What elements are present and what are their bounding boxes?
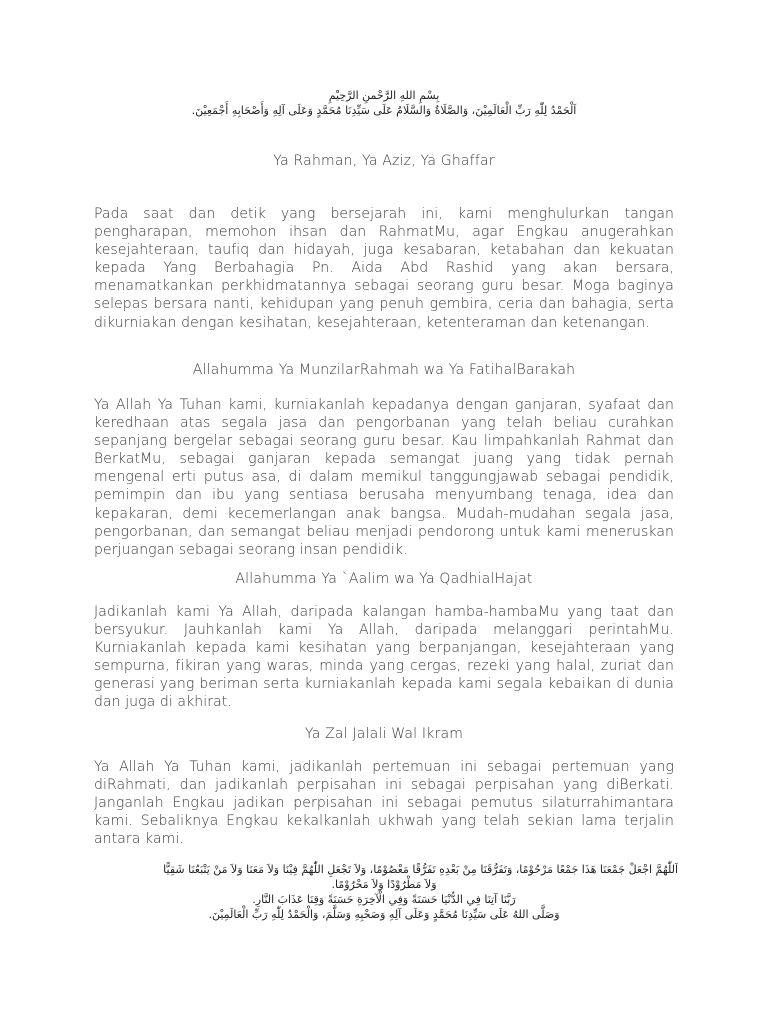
closing-doa-line: اَللّٰهُمَّ اجْعَلْ جَمْعَنَا هَذَا جَمْعًا مَرْحُوْمًا، وَتَفَرُّقَنَا مِنْ بَعْدِهِ تَفَرُّقًا مَعْصُوْمًا، وَلاَ تَجْعَلِ اللّٰهُمَّ فِيْنَا وَلاَ مَعَنَا وَلاَ مَنْ يَتْبَعُنَا شَقِيًّا — [163, 863, 678, 876]
section-heading: Ya Rahman, Ya Aziz, Ya Ghaffar — [273, 153, 495, 169]
section-heading: Ya Zal Jalali Wal Ikram — [304, 726, 464, 742]
section-body: Ya Allah Ya Tuhan kami, kurniakanlah kepadanya dengan ganjaran, syafaat dan keredhaan atas segala jasa dan pengorbanan yang telah beliau curahkan sepanjang bergelar sebagai seorang guru besar. Kau limpahkanlah Rahmat dan BerkatMu, sebagai ganjaran kepada semangat juang yang tidak pernah mengenal erti putus asa, di dalam memikul tanggungjawab sebagai pendidik, pemimpin dan ibu yang sentiasa berusaha menyumbang tenaga, idea dan kepakaran, demi kecemerlangan anak bangsa. Mudah-mudahan segala jasa, pengorbanan, dan semangat beliau menjadi pendorong untuk kami meneruskan perjuangan sebagai seorang insan pendidik. — [94, 397, 674, 558]
section-heading: Allahumma Ya MunzilarRahmah wa Ya FatihalBarakah — [192, 362, 576, 378]
closing-salawat: وَصَلَّى اللهُ عَلَى سَيِّدِنَا مُحَمَّدٍ وَعَلَى آلِهِ وَصَحْبِهِ وَسَلَّمَ، وَالْحَمْدُ لِلّٰهِ رَبِّ الْعَالَمِيْنَ. — [208, 908, 560, 921]
basmalah: بِسْمِ اللهِ الرَّحْمنِ الرَّحِيْمِ — [328, 89, 440, 102]
section-body: Ya Allah Ya Tuhan kami, jadikanlah pertemuan ini sebagai pertemuan yang diRahmati, dan jadikanlah perpisahan ini sebagai perpisahan yang diBerkati. Janganlah Engkau jadikan perpisahan ini sebagai pemutus silaturrahimantara kami. Sebaliknya Engkau kekalkanlah ukhwah yang telah sekian lama terjalin antara kami. — [94, 759, 674, 848]
closing-arabic — [90, 862, 678, 922]
section-body: Pada saat dan detik yang bersejarah ini, kami menghulurkan tangan pengharapan, memohon ihsan dan RahmatMu, agar Engkau anugerahkan kesejahteraan, taufiq dan hidayah, juga kesabaran, ketabahan dan kekuatan kepada Yang Berbahagia Pn. Aida Abd Rashid yang akan bersara, menamatkankan perkhidmatannya sebagai seorang guru besar. Moga baginya selepas bersara nanti, kehidupan yang penuh gembira, ceria dan bahagia, serta dikurniakan dengan kesihatan, kesejahteraan, ketenteraman dan ketenangan. — [94, 206, 674, 331]
opening-arabic — [90, 88, 678, 118]
section-body: Jadikanlah kami Ya Allah, daripada kalangan hamba-hambaMu yang taat dan bersyukur. Jauhkanlah kami Ya Allah, daripada melanggari perintahMu. Kurniakanlah kepada kami kesihatan yang berpanjangan, kesejahteraan yang sempurna, fikiran yang waras, minda yang cergas, rezeki yang halal, zuriat dan generasi yang beriman serta kurniakanlah kepada kami segala kebaikan di dunia dan juga di akhirat. — [94, 604, 674, 711]
section-heading: Allahumma Ya `Aalim wa Ya QadhialHajat — [235, 571, 533, 587]
closing-doa-line: وَلاَ مَطْرُوْدًا وَلاَ مَحْرُوْمًا. — [331, 878, 437, 891]
closing-doa-line: رَبَّنَا آتِنَا فِي الدُّنْيَا حَسَنَةً وَفِي الْآخِرَةِ حَسَنَةً وَقِنَا عَذَابَ النَّارِ. — [252, 893, 516, 906]
opening-praise: اَلْحَمْدُ لِلّٰهِ رَبِّ الْعَالَمِيْنَ، وَالصَّلَاةُ وَالسَّلَامُ عَلَى سَيِّدِنَا مُحَمَّدٍ وَعَلَى آلِهِ وَأَصْحَابِهِ أَجْمَعِيْنَ. — [191, 104, 577, 117]
